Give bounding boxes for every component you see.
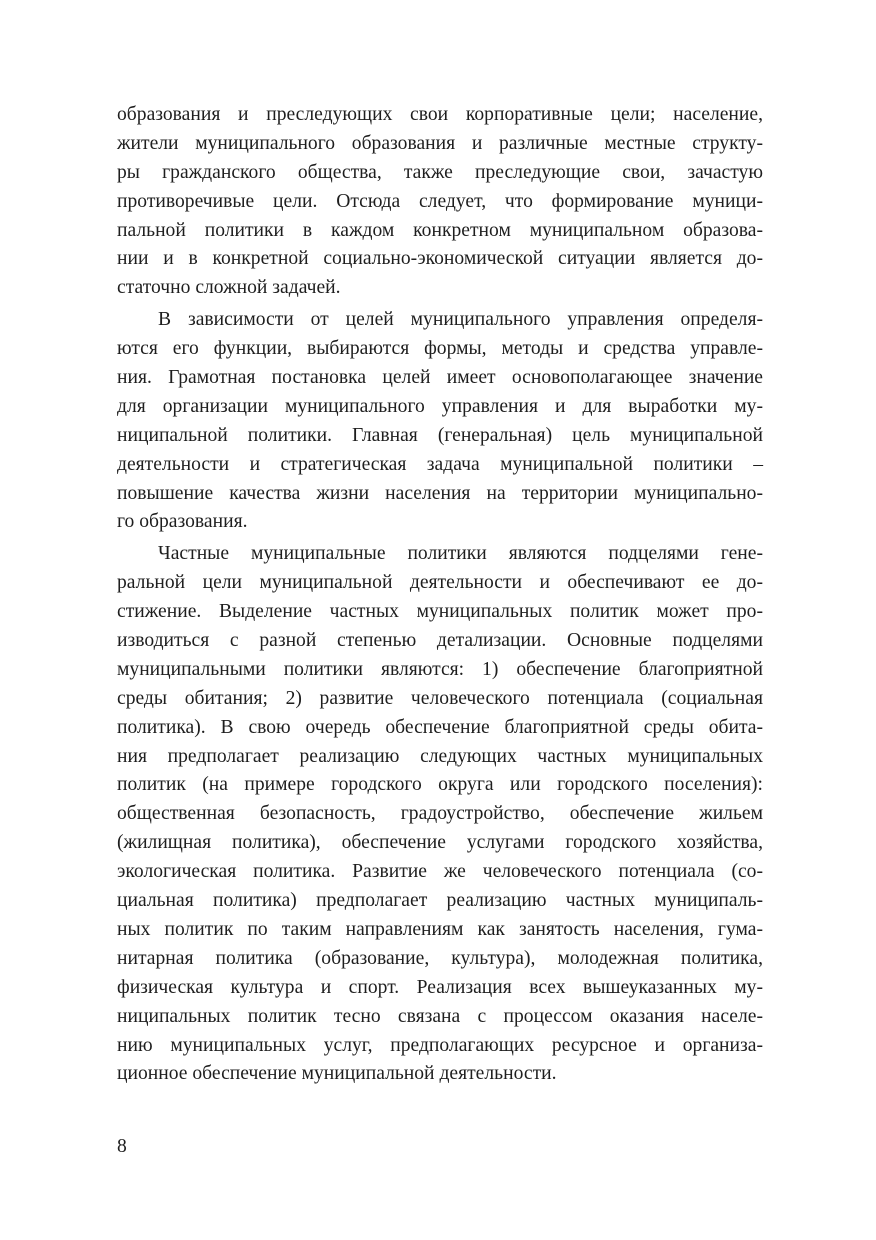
text-line: ются его функции, выбираются формы, методы и средства управле- xyxy=(117,338,763,360)
text-line: политик (на примере городского округа или городского поселения): xyxy=(117,774,763,796)
text-line: повышение качества жизни населения на территории муниципально- xyxy=(117,482,763,504)
text-line: (жилищная политика), обеспечение услугами городского хозяйства, xyxy=(117,832,763,854)
text-line: образования и преследующих свои корпоративные цели; население, xyxy=(117,104,763,125)
text-line: нитарная политика (образование, культура), молодежная политика, xyxy=(117,947,763,969)
text-line: ционное обеспечение муниципальной деятельности. xyxy=(117,1063,557,1085)
paragraph-1 xyxy=(117,101,763,303)
page-number: 8 xyxy=(117,1136,127,1157)
text-line: Частные муниципальные политики являются подцелями гене- xyxy=(158,543,763,565)
text-line: физическая культура и спорт. Реализация всех вышеуказанных му- xyxy=(117,976,763,998)
text-line: циальная политика) предполагает реализацию частных муниципаль- xyxy=(117,890,763,912)
text-line: деятельности и стратегическая задача муниципальной политики – xyxy=(117,453,763,475)
text-line: пальной политики в каждом конкретном муниципальном образова- xyxy=(117,219,763,241)
text-line: ры гражданского общества, также преследующие свои, зачастую xyxy=(117,161,763,183)
paragraph-2 xyxy=(117,306,763,537)
text-line: ния предполагает реализацию следующих частных муниципальных xyxy=(117,745,763,767)
text-line: ния. Грамотная постановка целей имеет основополагающее значение xyxy=(117,367,763,389)
paragraph-3 xyxy=(117,540,763,1089)
text-line: муниципальными политики являются: 1) обеспечение благоприятной xyxy=(117,658,763,680)
text-line: ниципальных политик тесно связана с процессом оказания населе- xyxy=(117,1005,763,1027)
text-line: ральной цели муниципальной деятельности и обеспечивают ее до- xyxy=(117,572,763,594)
text-line: ных политик по таким направлениям как занятость населения, гума- xyxy=(117,918,763,940)
text-line: статочно сложной задачей. xyxy=(117,277,341,299)
text-line: экологическая политика. Развитие же человеческого потенциала (со- xyxy=(117,861,763,883)
text-line: политика). В свою очередь обеспечение благоприятной среды обита- xyxy=(117,716,763,738)
page-body xyxy=(117,101,763,1089)
text-line: жители муниципального образования и различные местные структу- xyxy=(117,132,763,154)
text-line: ниципальной политики. Главная (генеральная) цель муниципальной xyxy=(117,424,763,446)
text-line: изводиться с разной степенью детализации. Основные подцелями xyxy=(117,630,763,652)
text-line: нии и в конкретной социально-экономической ситуации является до- xyxy=(117,248,763,270)
text-line: нию муниципальных услуг, предполагающих ресурсное и организа- xyxy=(117,1034,763,1056)
text-line: го образования. xyxy=(117,511,248,533)
text-line: среды обитания; 2) развитие человеческого потенциала (социальная xyxy=(117,687,763,709)
text-line: противоречивые цели. Отсюда следует, что формирование муници- xyxy=(117,190,763,212)
text-line: общественная безопасность, градоустройство, обеспечение жильем xyxy=(117,803,763,825)
text-line: стижение. Выделение частных муниципальных политик может про- xyxy=(117,601,763,623)
text-line: для организации муниципального управления и для выработки му- xyxy=(117,395,763,417)
text-line: В зависимости от целей муниципального управления определя- xyxy=(158,309,763,331)
